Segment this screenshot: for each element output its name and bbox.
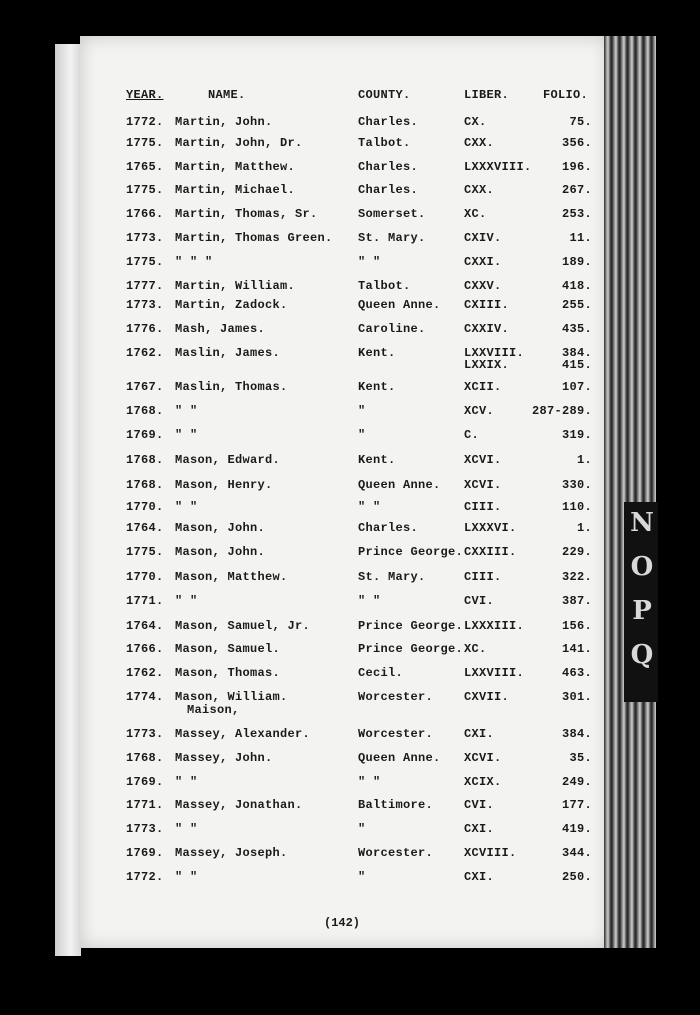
header-year: YEAR. <box>126 88 164 102</box>
cell-name: Martin, Zadock. <box>175 298 288 312</box>
cell-liber: XCVI. <box>464 453 502 467</box>
cell-liber: CXVII. <box>464 690 510 704</box>
cell-liber: CX. <box>464 115 487 129</box>
cell-liber: CXXIV. <box>464 322 510 336</box>
cell-name: Martin, John. <box>175 115 273 129</box>
cell-year: 1771. <box>126 798 164 812</box>
cell-name: Massey, Jonathan. <box>175 798 303 812</box>
cell-year: 1768. <box>126 478 164 492</box>
cell-liber: CXX. <box>464 183 495 197</box>
cell-folio: 435. <box>561 322 592 336</box>
cell-year: 1769. <box>126 846 164 860</box>
table-row <box>0 115 700 137</box>
cell-liber: XC. <box>464 642 487 656</box>
cell-county: Kent. <box>358 380 396 394</box>
cell-liber: XCIX. <box>464 775 502 789</box>
cell-folio: 322. <box>561 570 592 584</box>
cell-county: Cecil. <box>358 666 404 680</box>
cell-folio: 301. <box>561 690 592 704</box>
cell-county: Worcester. <box>358 727 434 741</box>
cell-year: 1764. <box>126 521 164 535</box>
cell-county: " <box>358 428 366 442</box>
header-row <box>0 88 700 110</box>
header-liber: LIBER. <box>464 88 510 102</box>
cell-name: " " <box>175 428 198 442</box>
cell-name: Mason, Thomas. <box>175 666 281 680</box>
cell-year: 1762. <box>126 346 164 360</box>
cell-year: 1767. <box>126 380 164 394</box>
cell-county: Prince George. <box>358 619 464 633</box>
cell-liber: CXXI. <box>464 255 502 269</box>
cell-folio: 463. <box>561 666 592 680</box>
cell-folio: 419. <box>561 822 592 836</box>
cell-name: " " <box>175 500 198 514</box>
cell-county: Talbot. <box>358 136 411 150</box>
cell-folio: 75. <box>569 115 592 129</box>
cell-liber: CXI. <box>464 870 495 884</box>
table-row <box>0 207 700 229</box>
cell-liber: LXXVIII. <box>464 666 525 680</box>
table-row <box>0 380 700 402</box>
table-row <box>0 500 700 522</box>
cell-county: Charles. <box>358 160 419 174</box>
cell-year: 1773. <box>126 727 164 741</box>
table-row <box>0 231 700 253</box>
cell-name: Massey, Alexander. <box>175 727 311 741</box>
cell-name: Maslin, Thomas. <box>175 380 288 394</box>
cell-year: 1773. <box>126 822 164 836</box>
cell-name: Mason, William. <box>175 690 288 704</box>
cell-liber: LXXXVIII. <box>464 160 532 174</box>
table-row <box>0 298 700 320</box>
cell-name: Martin, William. <box>175 279 296 293</box>
table-row <box>0 727 700 749</box>
cell-folio: 11. <box>569 231 592 245</box>
table-row <box>0 666 700 688</box>
cell-folio: 287-289. <box>531 404 592 418</box>
cell-folio: 319. <box>561 428 592 442</box>
cell-liber: CXIV. <box>464 231 502 245</box>
cell-liber: XC. <box>464 207 487 221</box>
cell-liber: LXXXVI. <box>464 521 517 535</box>
table-row <box>0 545 700 567</box>
cell-county: Prince George. <box>358 545 464 559</box>
cell-liber: CXXIII. <box>464 545 517 559</box>
cell-name: Martin, Thomas Green. <box>175 231 333 245</box>
cell-liber: CIII. <box>464 570 502 584</box>
cell-liber: XCVI. <box>464 478 502 492</box>
cell-folio: 35. <box>569 751 592 765</box>
cell-folio: 255. <box>561 298 592 312</box>
cell-liber: CXI. <box>464 822 495 836</box>
cell-name: Maslin, James. <box>175 346 281 360</box>
cell-county: " <box>358 404 366 418</box>
tab-letter-p: P <box>632 596 652 626</box>
cell-folio: 1. <box>576 453 592 467</box>
cell-liber: XCII. <box>464 380 502 394</box>
cell-county: Charles. <box>358 521 419 535</box>
cell-folio: 107. <box>561 380 592 394</box>
cell-county: Kent. <box>358 346 396 360</box>
cell-folio: 418. <box>561 279 592 293</box>
table-row <box>0 822 700 844</box>
cell-year: 1770. <box>126 500 164 514</box>
cell-county: " " <box>358 594 381 608</box>
cell-year: 1772. <box>126 115 164 129</box>
cell-name: Mason, John. <box>175 521 266 535</box>
cell-folio: 189. <box>561 255 592 269</box>
cell-folio: 267. <box>561 183 592 197</box>
cell-county: Queen Anne. <box>358 478 441 492</box>
cell-year: 1775. <box>126 545 164 559</box>
cell-liber: XCVIII. <box>464 846 517 860</box>
cell-liber: CXIII. <box>464 298 510 312</box>
cell-liber: CXX. <box>464 136 495 150</box>
cell-year: 1771. <box>126 594 164 608</box>
cell-liber: CVI. <box>464 594 495 608</box>
cell-name: Mason, Samuel, Jr. <box>175 619 311 633</box>
table-row <box>0 570 700 592</box>
cell-county: Worcester. <box>358 846 434 860</box>
cell-county: Caroline. <box>358 322 426 336</box>
cell-folio: 141. <box>561 642 592 656</box>
cell-year: 1768. <box>126 453 164 467</box>
cell-name: Massey, Joseph. <box>175 846 288 860</box>
table-row <box>0 594 700 616</box>
table-row <box>0 751 700 773</box>
tab-letter-q: Q <box>630 640 654 670</box>
cell-year: 1775. <box>126 183 164 197</box>
table-row <box>0 521 700 543</box>
cell-county: Queen Anne. <box>358 751 441 765</box>
cell-year: 1765. <box>126 160 164 174</box>
tab-letter-n: N <box>630 508 654 538</box>
cell-name: Martin, Matthew. <box>175 160 296 174</box>
table-row <box>0 478 700 500</box>
cell-county: Baltimore. <box>358 798 434 812</box>
cell-county: Talbot. <box>358 279 411 293</box>
cell-county: " " <box>358 775 381 789</box>
cell-name: " " " <box>175 255 213 269</box>
cell-folio: 250. <box>561 870 592 884</box>
cell-county: St. Mary. <box>358 231 426 245</box>
cell-name: Mason, Henry. <box>175 478 273 492</box>
cell-name: Mash, James. <box>175 322 266 336</box>
cell-county: St. Mary. <box>358 570 426 584</box>
table-row <box>0 136 700 158</box>
cell-folio: 330. <box>561 478 592 492</box>
cell-liber: C. <box>464 428 480 442</box>
cell-liber: LXXVIII. <box>464 346 525 360</box>
cell-name: " " <box>175 404 198 418</box>
table-row <box>0 183 700 205</box>
cell-name: Mason, Edward. <box>175 453 281 467</box>
cell-year: 1773. <box>126 298 164 312</box>
table-row <box>0 160 700 182</box>
cell-year: 1773. <box>126 231 164 245</box>
cell-name: " " <box>175 870 198 884</box>
cell-county: Somerset. <box>358 207 426 221</box>
cell-liber: XCVI. <box>464 751 502 765</box>
header-folio: FOLIO. <box>542 88 588 102</box>
cell-name: " " <box>175 594 198 608</box>
cell-county: Charles. <box>358 183 419 197</box>
cell-folio: 229. <box>561 545 592 559</box>
cell-folio: 1. <box>576 521 592 535</box>
table-row <box>0 690 700 717</box>
cell-folio: 177. <box>561 798 592 812</box>
cell-year: 1769. <box>126 428 164 442</box>
cell-name: " " <box>175 822 198 836</box>
table-row <box>0 453 700 475</box>
page-number: (142) <box>324 916 361 930</box>
table-row <box>0 255 700 277</box>
header-county: COUNTY. <box>358 88 411 102</box>
table-row <box>0 322 700 344</box>
cell-county: Worcester. <box>358 690 434 704</box>
cell-folio-2: 415. <box>561 358 592 372</box>
table-row <box>0 404 700 426</box>
cell-year: 1777. <box>126 279 164 293</box>
header-name: NAME. <box>208 88 246 102</box>
cell-year: 1770. <box>126 570 164 584</box>
cell-liber: XCV. <box>464 404 495 418</box>
cell-liber: CXXV. <box>464 279 502 293</box>
cell-folio: 384. <box>561 346 592 360</box>
cell-liber: LXXXIII. <box>464 619 525 633</box>
cell-liber: CXI. <box>464 727 495 741</box>
cell-folio: 110. <box>561 500 592 514</box>
cell-name: Mason, Samuel. <box>175 642 281 656</box>
cell-folio: 249. <box>561 775 592 789</box>
cell-liber-2: LXXIX. <box>464 358 510 372</box>
cell-year: 1774. <box>126 690 164 704</box>
cell-folio: 387. <box>561 594 592 608</box>
cell-folio: 344. <box>561 846 592 860</box>
table-row <box>0 870 700 892</box>
cell-folio: 384. <box>561 727 592 741</box>
cell-year: 1768. <box>126 404 164 418</box>
cell-county: Queen Anne. <box>358 298 441 312</box>
cell-year: 1762. <box>126 666 164 680</box>
table-row <box>0 798 700 820</box>
cell-name: Mason, John. <box>175 545 266 559</box>
cell-year: 1764. <box>126 619 164 633</box>
cell-year: 1775. <box>126 255 164 269</box>
table-row <box>0 846 700 868</box>
cell-county: " <box>358 870 366 884</box>
tab-letter-o: O <box>630 552 654 582</box>
cell-name: Martin, Michael. <box>175 183 296 197</box>
cell-year: 1766. <box>126 642 164 656</box>
table-row <box>0 428 700 450</box>
cell-county: Prince George. <box>358 642 464 656</box>
cell-name: " " <box>175 775 198 789</box>
table-row <box>0 642 700 664</box>
cell-name: Martin, Thomas, Sr. <box>175 207 318 221</box>
cell-liber: CIII. <box>464 500 502 514</box>
cell-name: Massey, John. <box>175 751 273 765</box>
table-row <box>0 619 700 641</box>
cell-liber: CVI. <box>464 798 495 812</box>
table-row <box>0 346 700 372</box>
cell-year: 1776. <box>126 322 164 336</box>
cell-folio: 156. <box>561 619 592 633</box>
cell-folio: 253. <box>561 207 592 221</box>
cell-year: 1772. <box>126 870 164 884</box>
cell-year: 1769. <box>126 775 164 789</box>
cell-year: 1768. <box>126 751 164 765</box>
cell-name-alias: Maison, <box>187 703 240 717</box>
cell-folio: 196. <box>561 160 592 174</box>
cell-county: Kent. <box>358 453 396 467</box>
cell-name: Mason, Matthew. <box>175 570 288 584</box>
cell-county: Charles. <box>358 115 419 129</box>
cell-year: 1766. <box>126 207 164 221</box>
cell-year: 1775. <box>126 136 164 150</box>
table-row <box>0 775 700 797</box>
cell-county: " " <box>358 500 381 514</box>
cell-county: " <box>358 822 366 836</box>
cell-county: " " <box>358 255 381 269</box>
cell-name: Martin, John, Dr. <box>175 136 303 150</box>
cell-folio: 356. <box>561 136 592 150</box>
